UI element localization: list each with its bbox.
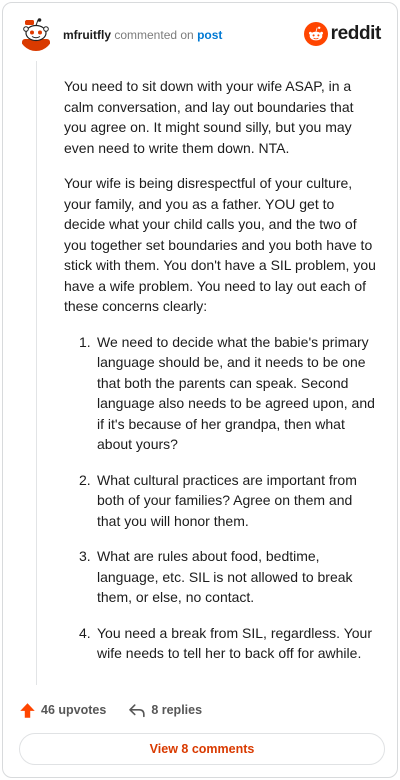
upvote-arrow-icon <box>19 702 36 719</box>
list-item <box>64 623 376 664</box>
list-number: 3. <box>79 548 91 564</box>
comment-body <box>64 76 376 679</box>
list-item <box>64 332 376 455</box>
list-number: 4. <box>79 624 91 641</box>
comment-header <box>19 17 381 53</box>
upvote-button[interactable] <box>19 702 106 719</box>
reddit-snoo-icon <box>304 22 328 46</box>
reply-arrow-icon <box>128 702 146 719</box>
replies-button[interactable] <box>128 702 202 719</box>
list-item <box>64 470 376 532</box>
comment-footer <box>19 698 202 722</box>
snoo-avatar-icon <box>19 17 53 51</box>
list-number: 1. <box>79 333 91 350</box>
post-link[interactable]: post <box>197 28 223 42</box>
list-item-text: What are rules about food, bedtime, language, etc. SIL is not allowed to break them, or else, no contact. <box>97 548 353 605</box>
concerns-list <box>64 332 376 664</box>
list-item <box>64 546 376 608</box>
list-item-text: What cultural practices are important from both of your families? Agree on them and that you will honor them. <box>97 471 357 529</box>
comment-paragraph: You need to sit down with your wife ASAP, in a calm conversation, and lay out boundaries that you agree on. It might sound silly, but you may even need to write them down. NTA. <box>64 78 354 156</box>
username[interactable]: mfruitfly <box>63 28 111 42</box>
thread-line[interactable] <box>36 61 37 685</box>
avatar[interactable] <box>19 17 53 51</box>
view-comments-button[interactable]: View 8 comments <box>19 733 385 765</box>
upvote-count: 46 upvotes <box>41 703 107 717</box>
replies-count: 8 replies <box>151 703 203 717</box>
reddit-logo[interactable] <box>304 21 381 47</box>
brand-name: reddit <box>330 23 381 44</box>
list-number: 2. <box>79 471 91 488</box>
comment-card <box>2 2 398 778</box>
action-text: commented on <box>114 28 194 42</box>
comment-paragraph: Your wife is being disrespectful of your culture, your family, and you as a father. YOU get to decide what your child calls you, and the two of you together set boundaries and you both have to stick with them. You don't have a SIL problem, you have a wife problem. You need to lay out each of these concerns clearly: <box>64 175 376 314</box>
list-item-text: We need to decide what the babie's primary language should be, and it needs to be one that both the parents can speak. Second language also needs to be agreed upon, and if it's because of her grandpa, then what about yours? <box>97 333 375 452</box>
comment-meta <box>63 28 222 42</box>
list-item-text: You need a break from SIL, regardless. Your wife needs to tell her to back off for awhile. <box>97 624 372 661</box>
